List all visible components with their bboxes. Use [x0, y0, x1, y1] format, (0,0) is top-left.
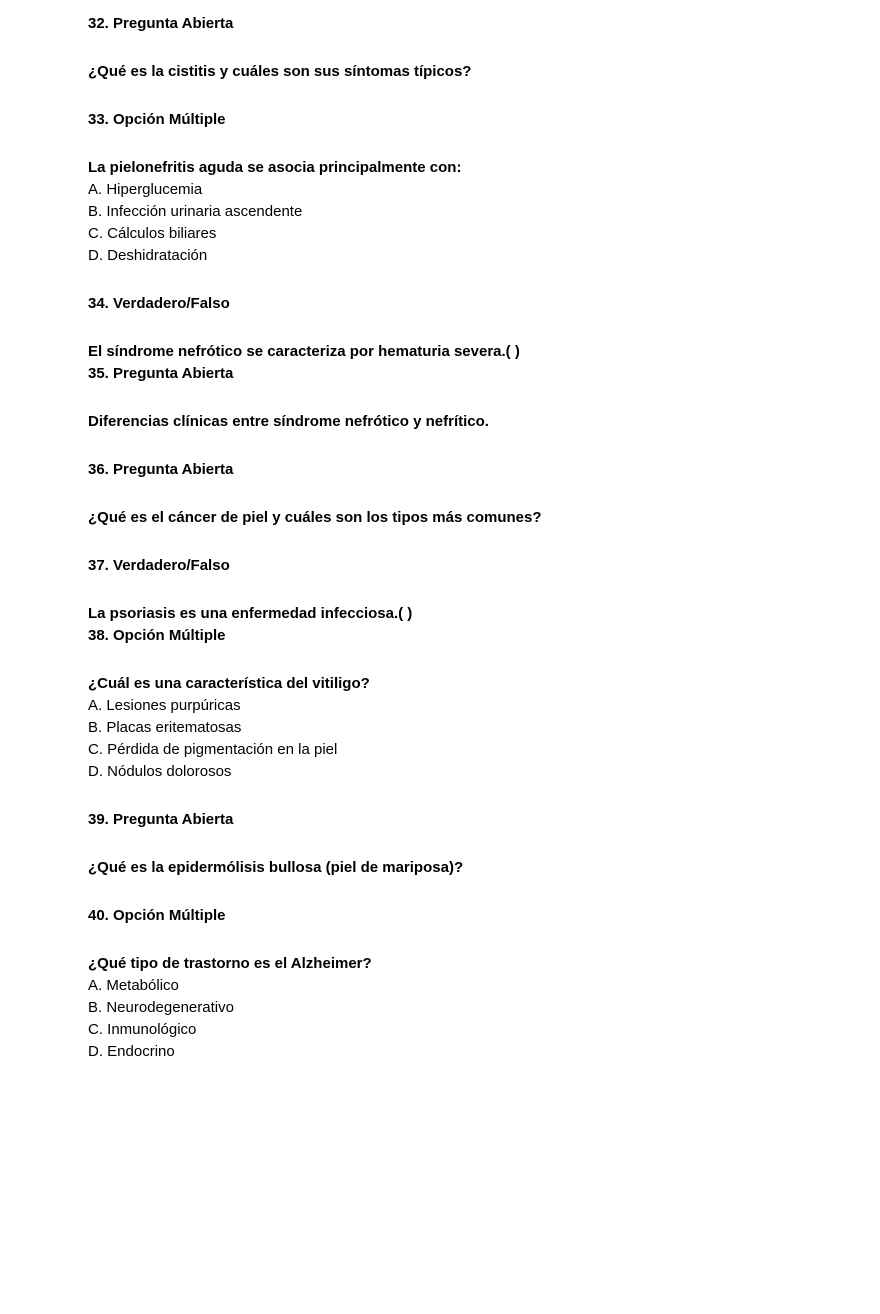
question-text: ¿Qué es la epidermólisis bullosa (piel de mariposa)? — [88, 859, 464, 876]
question-heading: 39. Pregunta Abierta — [88, 811, 234, 828]
question-text: ¿Qué es la cistitis y cuáles son sus síntomas típicos? — [88, 63, 472, 80]
question-block — [88, 603, 830, 625]
question-text: La pielonefritis aguda se asocia principalmente con: — [88, 159, 462, 176]
question-block — [88, 411, 830, 433]
question-text: ¿Qué tipo de trastorno es el Alzheimer? — [88, 955, 372, 972]
question-heading: 34. Verdadero/Falso — [88, 295, 230, 312]
question-block — [88, 857, 830, 879]
question-heading: 32. Pregunta Abierta — [88, 15, 234, 32]
question-text: Diferencias clínicas entre síndrome nefrótico y nefrítico. — [88, 413, 489, 430]
question-heading: 38. Opción Múltiple — [88, 627, 226, 644]
question-list — [88, 13, 830, 1063]
question-heading: 36. Pregunta Abierta — [88, 461, 234, 478]
answer-option: A. Hiperglucemia — [88, 181, 203, 198]
question-text: ¿Cuál es una característica del vitiligo? — [88, 675, 370, 692]
question-heading: 40. Opción Múltiple — [88, 907, 226, 924]
question-block — [88, 673, 830, 783]
answer-option: C. Pérdida de pigmentación en la piel — [88, 741, 338, 758]
question-heading: 37. Verdadero/Falso — [88, 557, 230, 574]
question-heading: 35. Pregunta Abierta — [88, 365, 234, 382]
question-block — [88, 61, 830, 83]
answer-option: B. Neurodegenerativo — [88, 999, 234, 1016]
question-text: ¿Qué es el cáncer de piel y cuáles son los tipos más comunes? — [88, 509, 542, 526]
question-heading: 33. Opción Múltiple — [88, 111, 226, 128]
question-text: La psoriasis es una enfermedad infecciosa.( ) — [88, 605, 413, 622]
question-block — [88, 953, 830, 1063]
answer-option: D. Deshidratación — [88, 247, 208, 264]
question-block — [88, 157, 830, 267]
answer-option: D. Nódulos dolorosos — [88, 763, 232, 780]
answer-option: C. Inmunológico — [88, 1021, 197, 1038]
answer-option: A. Lesiones purpúricas — [88, 697, 241, 714]
question-block — [88, 507, 830, 529]
question-block — [88, 341, 830, 363]
answer-option: B. Placas eritematosas — [88, 719, 242, 736]
answer-option: A. Metabólico — [88, 977, 179, 994]
answer-option: D. Endocrino — [88, 1043, 175, 1060]
answer-option: B. Infección urinaria ascendente — [88, 203, 303, 220]
question-text: El síndrome nefrótico se caracteriza por hematuria severa.( ) — [88, 343, 520, 360]
answer-option: C. Cálculos biliares — [88, 225, 217, 242]
